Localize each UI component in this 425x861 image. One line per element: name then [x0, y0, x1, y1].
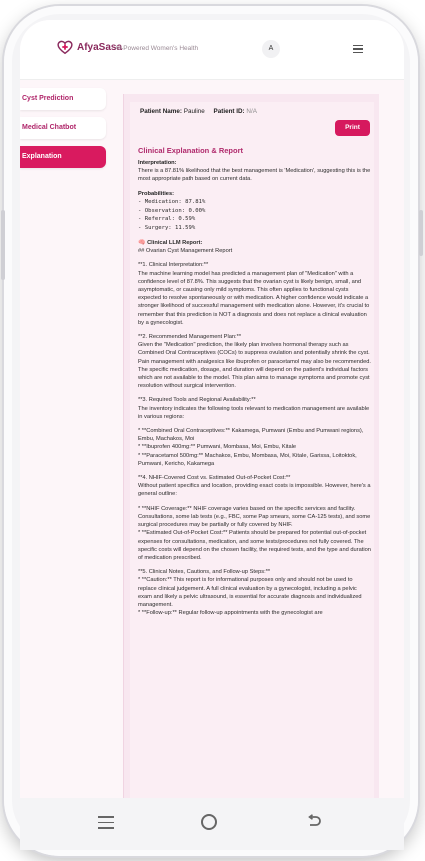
- recent-apps-icon[interactable]: [98, 816, 114, 828]
- interpretation-text: There is a 87.81% likelihood that the best management is 'Medication', suggesting this is the most appropriate path based on current data.: [138, 168, 371, 183]
- brand-tagline: AI-Powered Women's Health: [115, 45, 199, 52]
- patient-name-value: Pauline: [183, 108, 205, 115]
- probabilities-label: Probabilities:: [138, 190, 175, 197]
- sidebar-item-explanation[interactable]: Explanation: [20, 146, 106, 168]
- report-section-1: **1. Clinical Interpretation:** The machine learning model has predicted a management plan of "Medication" with a confidence level of 87.8%. This suggests that the ovarian cyst is likely benign, small, and asymptomatic, or causing only mild symptoms. This often applies to functional cysts expected to resolve spontaneously or with medication. A higher confidence would indicate a stronger likelihood of successful management with medication alone. However, it's crucial to remember that this prediction is NOT a diagnosis and does not replace a clinical evaluation by a gynecologist.: [138, 262, 370, 326]
- explanation-panel: [123, 94, 379, 798]
- report-title: Clinical Explanation & Report: [138, 146, 244, 155]
- sidebar-item-medical-chatbot[interactable]: Medical Chatbot: [20, 117, 106, 139]
- android-navigation-bar: [20, 798, 404, 850]
- llm-report-label: Clinical LLM Report:: [147, 240, 203, 246]
- brain-icon: 🧠: [138, 240, 146, 246]
- report-section-4: **4. NHIF-Covered Cost vs. Estimated Out-of-Pocket Cost:** Without patient specifics and location, providing exact costs is impossible. However, here's a general outline:: [138, 475, 371, 498]
- patient-name-label: Patient Name:: [140, 108, 182, 115]
- patient-info: [140, 106, 364, 118]
- hamburger-menu-icon[interactable]: [353, 45, 363, 53]
- brand-name: AfyaSasa: [77, 41, 123, 53]
- probability-surgery: - Surgery: 11.59%: [138, 225, 196, 232]
- phone-volume-button: [1, 210, 5, 280]
- llm-report-heading: ## Ovarian Cyst Management Report: [138, 248, 233, 255]
- report-section-2: **2. Recommended Management Plan:** Given the "Medication" prediction, the likely plan involves hormonal therapy such as Combined Oral Contraceptives (COCs) to suppress ovulation and potentially shrink the cyst. Pain management with analgesics like ibuprofen or paracetamol may also be recommended. The specific medication, dosage, and duration will depend on the patient's individual factors which are not available to the model. This plan aims to manage symptoms and promote cyst resolution without surgical intervention.: [138, 334, 371, 390]
- app-screen: [20, 20, 404, 798]
- probability-observation: - Observation: 0.00%: [138, 207, 206, 214]
- heart-cross-icon: [56, 38, 74, 56]
- report-section-3-list: * **Combined Oral Contraceptives:** Kakamega, Pumwani (Embu and Pumwani regions), Embu, Machakos, Moi * **Ibuprofen 400mg:** Pumwani, Mombasa, Moi, Embu, Kitale * **Paracetamol 500mg:** Machakos, Embu, Mombasa, Moi, Kitale, Garissa, Loitoktok, Pumwani, Kericho, Kakamega: [138, 428, 364, 467]
- back-icon[interactable]: [307, 814, 321, 830]
- home-icon[interactable]: [201, 814, 217, 830]
- sidebar-item-cyst-prediction[interactable]: Cyst Prediction: [20, 88, 106, 110]
- print-button[interactable]: Print: [335, 120, 370, 136]
- interpretation-label: Interpretation:: [138, 160, 177, 166]
- app-header: [20, 20, 404, 80]
- brand-logo[interactable]: [56, 38, 122, 56]
- patient-id-value: N/A: [246, 108, 257, 115]
- report-section-4-list: * **NHIF Coverage:** NHIF coverage varies based on the specific services and facility. Consultations, some lab tests (e.g., FBC, some Pap smears, some CA-125 tests), and some surgical procedures may be partially or fully covered by NHIF. * **Estimated Out-of-Pocket Cost:** Patients should be prepared for potential out-of-pocket expenses for consultations, medication, and some tests/procedures not fully covered. The specific costs will depend on the chosen facility, the required tests, and the type and duration of medication prescribed.: [138, 505, 371, 561]
- report-body: [138, 159, 372, 623]
- phone-power-button: [419, 210, 423, 256]
- probability-referral: - Referral: 0.59%: [138, 216, 196, 223]
- probability-medication: - Medication: 87.81%: [138, 198, 206, 205]
- report-section-5: **5. Clinical Notes, Cautions, and Follow-up Steps:** * **Caution:** This report is for informational purposes only and should not be used to replace clinical judgement. A full clinical evaluation by a gynecologist, including a pelvic exam and likely a pelvic ultrasound, is essential for accurate diagnosis and individualized management. * **Follow-up:** Regular follow-up appointments with the gynecologist are: [138, 569, 362, 617]
- report-section-3: **3. Required Tools and Regional Availability:** The inventory indicates the following tools relevant to medication management are available in various regions:: [138, 397, 370, 420]
- patient-id-label: Patient ID:: [213, 108, 245, 115]
- language-button[interactable]: A: [262, 40, 280, 58]
